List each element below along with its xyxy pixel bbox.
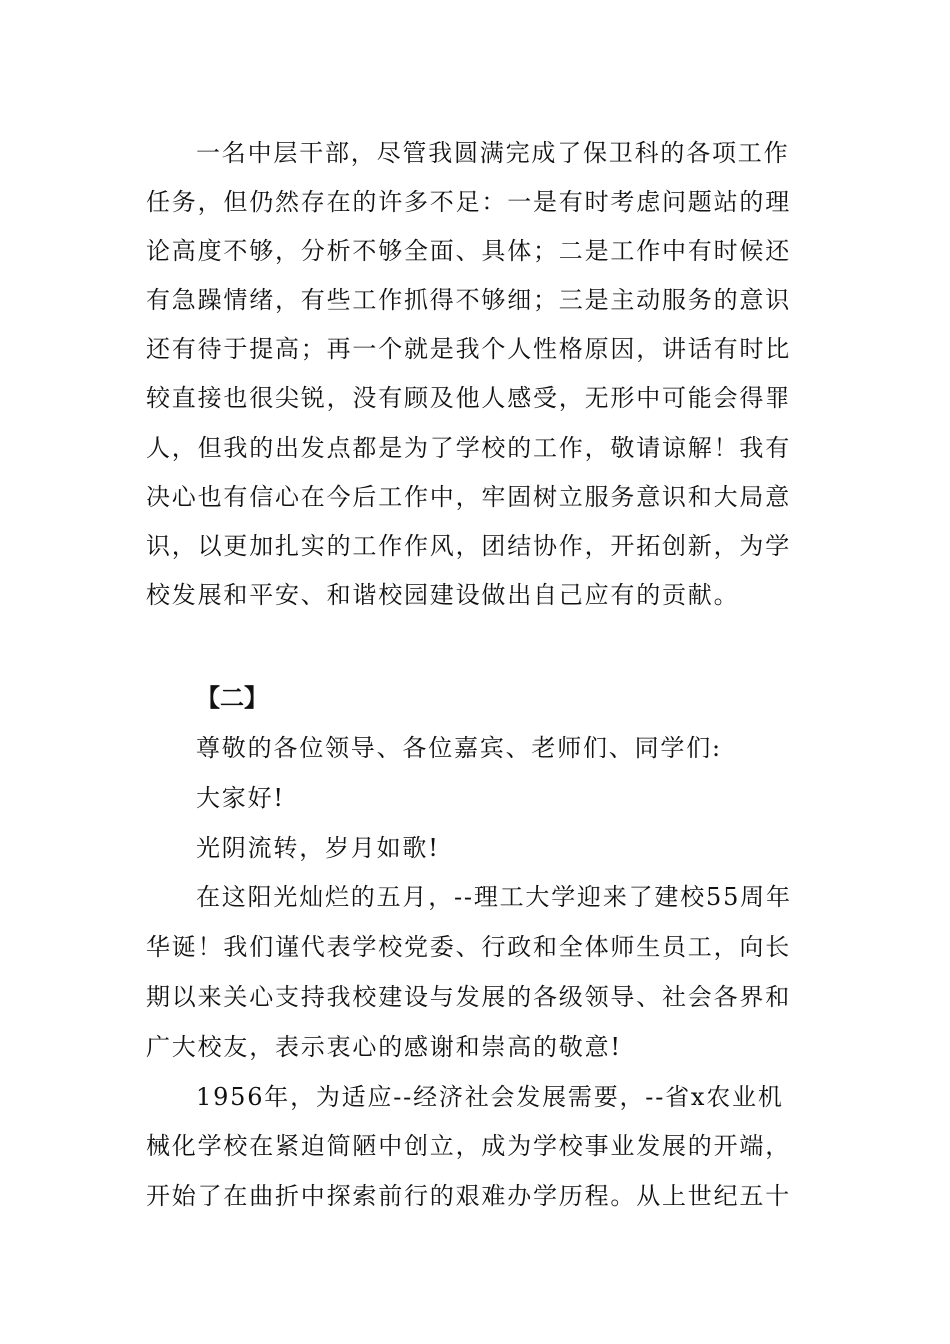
paragraph-line: 械化学校在紧迫简陋中创立，成为学校事业发展的开端， <box>146 1132 791 1160</box>
salutation-line: 尊敬的各位领导、各位嘉宾、老师们、同学们: <box>196 734 722 762</box>
section-heading: 【二】 <box>196 684 268 712</box>
paragraph-line: 华诞！我们谨代表学校党委、行政和全体师生员工，向长 <box>146 933 791 961</box>
paragraph-line: 还有待于提高；再一个就是我个人性格原因，讲话有时比 <box>146 335 791 363</box>
paragraph-line: 光阴流转，岁月如歌! <box>196 834 440 862</box>
paragraph-line: 任务，但仍然存在的许多不足：一是有时考虑问题站的理 <box>146 188 791 216</box>
paragraph-line: 较直接也很尖锐，没有顾及他人感受，无形中可能会得罪 <box>146 384 791 412</box>
paragraph-line: 决心也有信心在今后工作中，牢固树立服务意识和大局意 <box>146 483 791 511</box>
paragraph-line: 人，但我的出发点都是为了学校的工作，敬请谅解！我有 <box>146 434 791 462</box>
paragraph-line: 1956年，为适应--经济社会发展需要，--省x农业机 <box>196 1083 784 1111</box>
paragraph-line: 开始了在曲折中探索前行的艰难办学历程。从上世纪五十 <box>146 1182 791 1210</box>
paragraph-line: 有急躁情绪，有些工作抓得不够细；三是主动服务的意识 <box>146 286 791 314</box>
paragraph-line: 校发展和平安、和谐校园建设做出自己应有的贡献。 <box>146 581 740 609</box>
paragraph-line: 广大校友，表示衷心的感谢和崇高的敬意! <box>146 1033 622 1061</box>
paragraph-line: 期以来关心支持我校建设与发展的各级领导、社会各界和 <box>146 983 791 1011</box>
paragraph-line: 论高度不够，分析不够全面、具体；二是工作中有时候还 <box>146 237 791 265</box>
paragraph-line: 识，以更加扎实的工作作风，团结协作，开拓创新，为学 <box>146 532 791 560</box>
paragraph-line: 在这阳光灿烂的五月，--理工大学迎来了建校55周年 <box>196 883 792 911</box>
paragraph-line: 一名中层干部，尽管我圆满完成了保卫科的各项工作 <box>196 139 790 167</box>
greeting-line: 大家好! <box>196 784 285 812</box>
